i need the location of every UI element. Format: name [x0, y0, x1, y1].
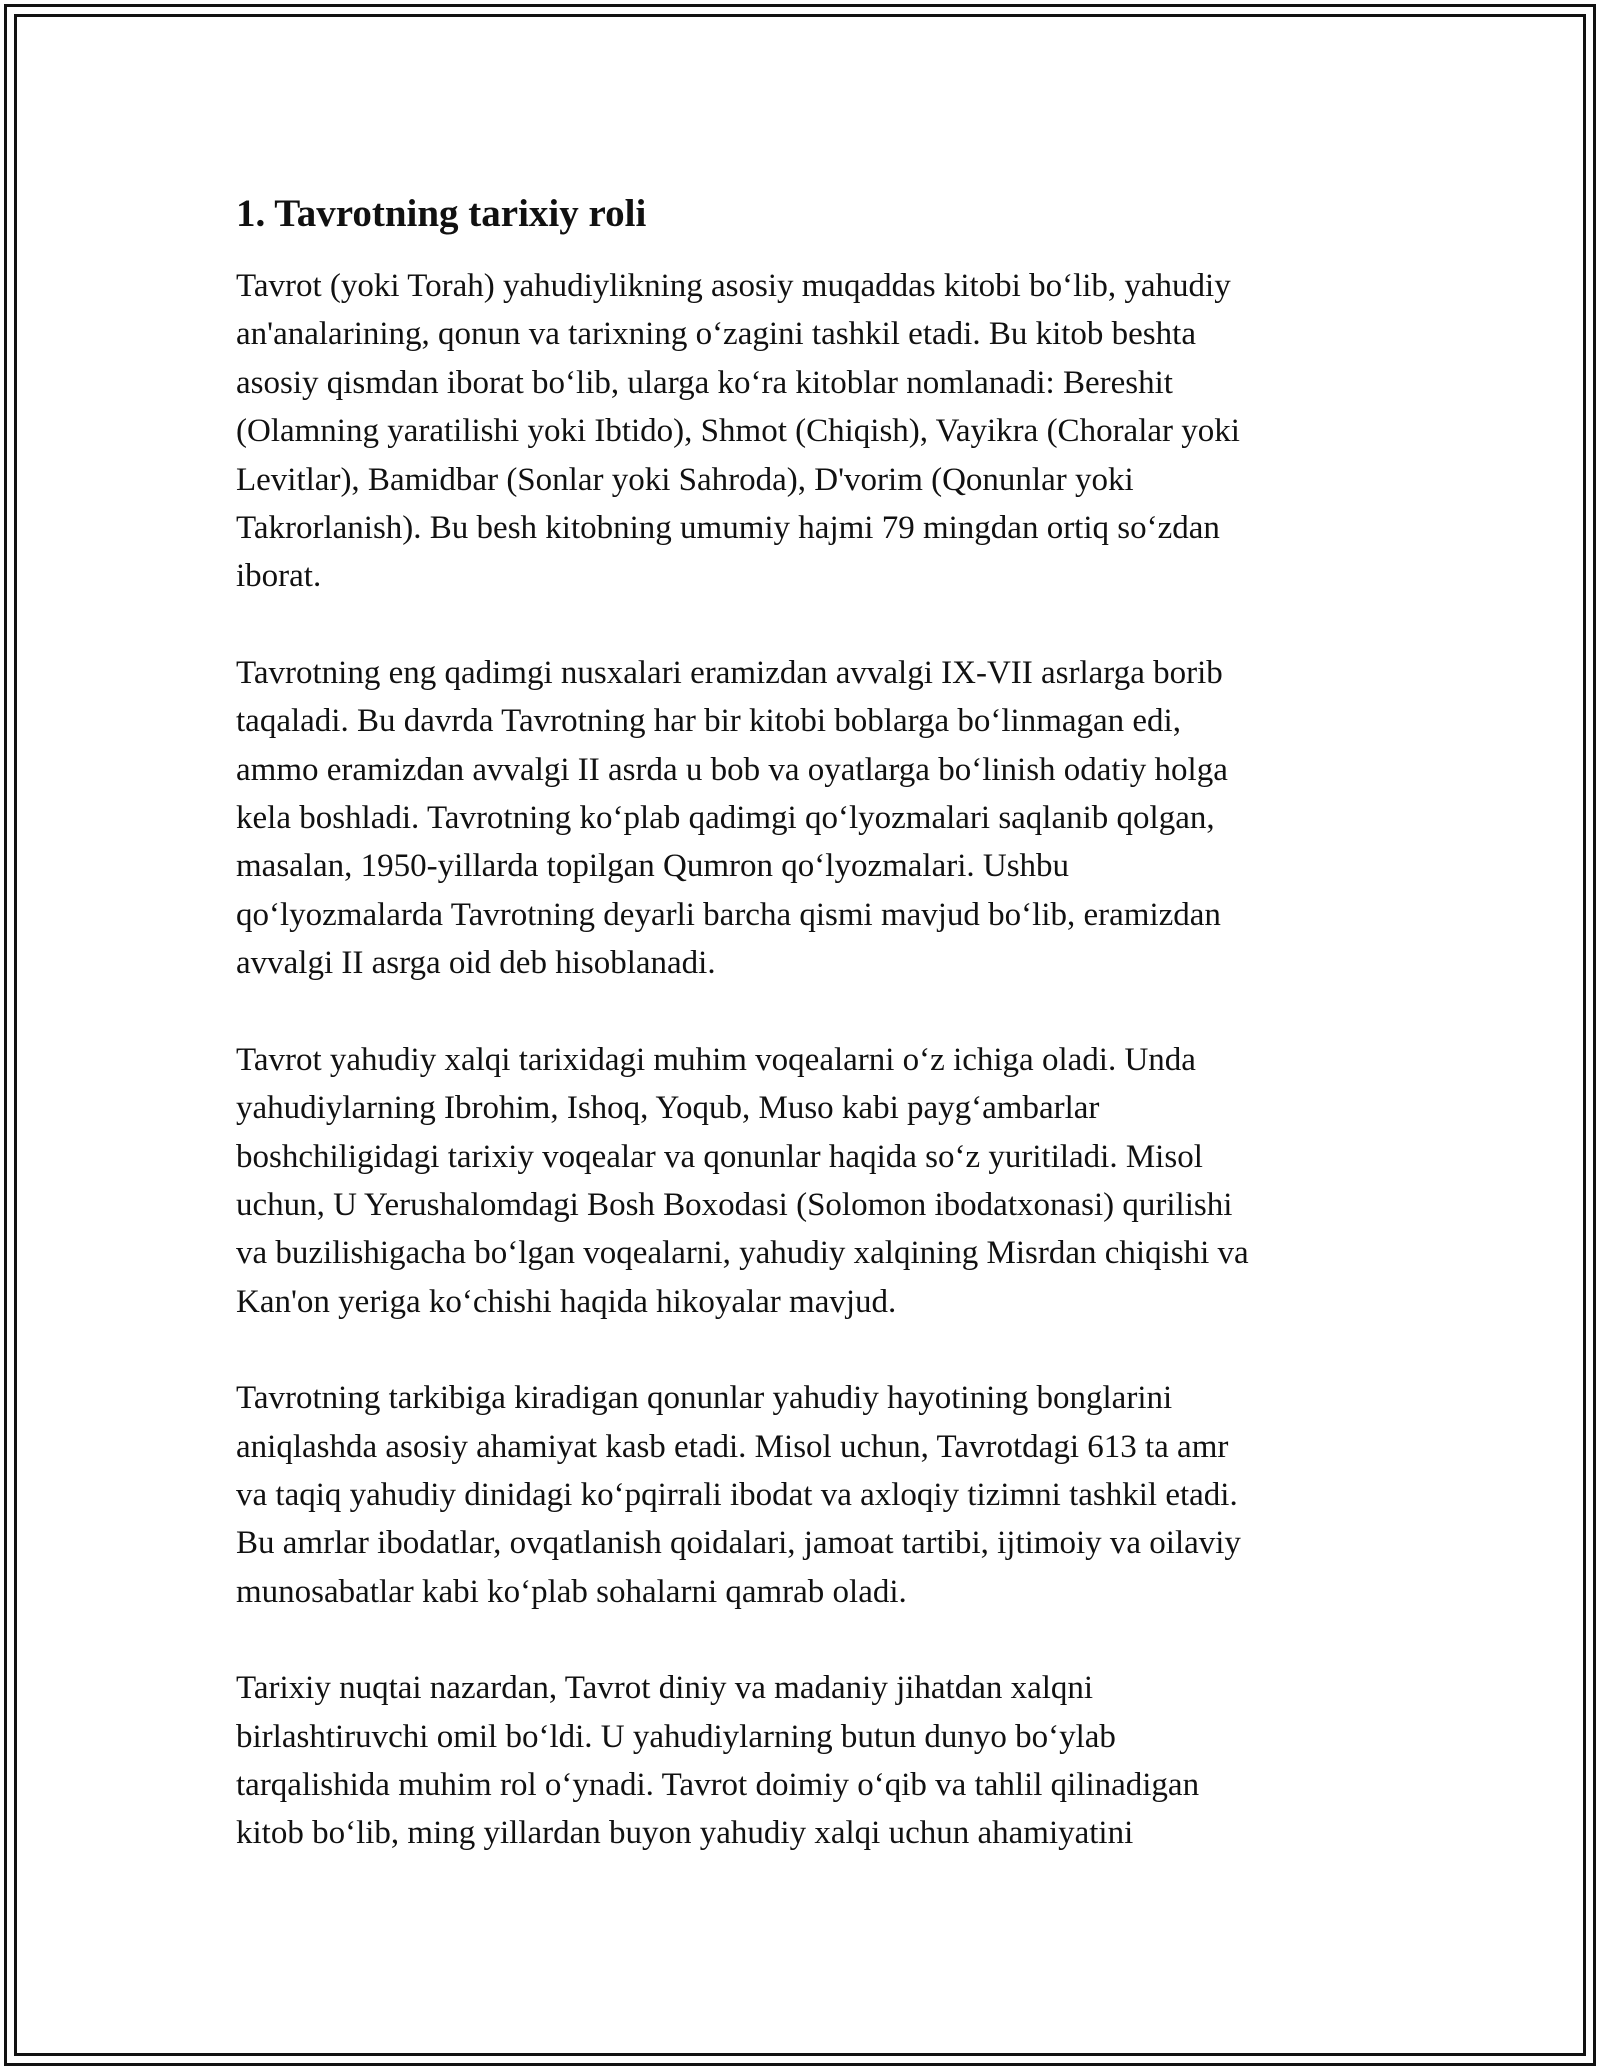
- text-line: tarqalishida muhim rol o‘ynadi. Tavrot doimiy o‘qib va tahlil qilinadigan: [236, 1766, 1200, 1803]
- text-line: asosiy qismdan iborat bo‘lib, ularga ko‘ra kitoblar nomlanadi: Bereshit: [236, 364, 1173, 401]
- text-line: yahudiylarning Ibrohim, Ishoq, Yoqub, Muso kabi payg‘ambarlar: [236, 1090, 1100, 1127]
- text-line: Kan'on yeriga ko‘chishi haqida hikoyalar mavjud.: [236, 1283, 897, 1320]
- text-line: qo‘lyozmalarda Tavrotning deyarli barcha qismi mavjud bo‘lib, eramizdan: [236, 896, 1221, 933]
- paragraph-1: [236, 262, 1366, 601]
- document-body: [236, 188, 1366, 1906]
- text-line: boshchiligidagi tarixiy voqealar va qonunlar haqida so‘z yuritiladi. Misol: [236, 1138, 1203, 1175]
- text-line: aniqlashda asosiy ahamiyat kasb etadi. Misol uchun, Tavrotdagi 613 ta amr: [236, 1428, 1229, 1465]
- text-line: kela boshladi. Tavrotning ko‘plab qadimgi qo‘lyozmalari saqlanib qolgan,: [236, 800, 1215, 837]
- text-line: uchun, U Yerushalomdagi Bosh Boxodasi (Solomon ibodatxonasi) qurilishi: [236, 1186, 1233, 1223]
- text-line: iborat.: [236, 558, 322, 595]
- section-title: 1. Tavrotning tarixiy roli: [236, 192, 647, 235]
- text-line: kitob bo‘lib, ming yillardan buyon yahudiy xalqi uchun ahamiyatini: [236, 1815, 1134, 1852]
- text-line: (Olamning yaratilishi yoki Ibtido), Shmot (Chiqish), Vayikra (Choralar yoki: [236, 413, 1240, 450]
- text-line: avvalgi II asrga oid deb hisoblanadi.: [236, 945, 716, 982]
- text-line: an'analarining, qonun va tarixning o‘zagini tashkil etadi. Bu kitob beshta: [236, 316, 1196, 353]
- text-line: Tavrot (yoki Torah) yahudiylikning asosiy muqaddas kitobi bo‘lib, yahudiy: [236, 268, 1231, 304]
- text-line: Tavrotning tarkibiga kiradigan qonunlar yahudiy hayotining bonglarini: [236, 1380, 1173, 1417]
- paragraph-3: [236, 1036, 1366, 1326]
- text-line: Tavrotning eng qadimgi nusxalari eramizdan avvalgi IX-VII asrlarga borib: [236, 654, 1223, 691]
- text-line: Levitlar), Bamidbar (Sonlar yoki Sahroda), D'vorim (Qonunlar yoki: [236, 461, 1134, 498]
- text-line: Takrorlanish). Bu besh kitobning umumiy hajmi 79 mingdan ortiq so‘zdan: [236, 510, 1220, 547]
- text-line: Tavrot yahudiy xalqi tarixidagi muhim voqealarni o‘z ichiga oladi. Unda: [236, 1041, 1196, 1078]
- text-line: va buzilishigacha bo‘lgan voqealarni, yahudiy xalqining Misrdan chiqishi va: [236, 1235, 1249, 1272]
- paragraph-4: [236, 1374, 1366, 1616]
- text-line: masalan, 1950-yillarda topilgan Qumron qo‘lyozmalari. Ushbu: [236, 848, 1070, 885]
- text-line: birlashtiruvchi omil bo‘ldi. U yahudiylarning butun dunyo bo‘ylab: [236, 1718, 1116, 1755]
- text-line: munosabatlar kabi ko‘plab sohalarni qamrab oladi.: [236, 1573, 907, 1610]
- text-line: ammo eramizdan avvalgi II asrda u bob va oyatlarga bo‘linish odatiy holga: [236, 751, 1228, 788]
- text-line: taqaladi. Bu davrda Tavrotning har bir kitobi boblarga bo‘linmagan edi,: [236, 703, 1181, 740]
- paragraph-5: [236, 1664, 1366, 1858]
- text-line: Tarixiy nuqtai nazardan, Tavrot diniy va madaniy jihatdan xalqni: [236, 1670, 1094, 1707]
- text-line: Bu amrlar ibodatlar, ovqatlanish qoidalari, jamoat tartibi, ijtimoiy va oilaviy: [236, 1525, 1241, 1562]
- text-line: va taqiq yahudiy dinidagi ko‘pqirrali ibodat va axloqiy tizimni tashkil etadi.: [236, 1476, 1238, 1513]
- paragraph-2: [236, 649, 1366, 988]
